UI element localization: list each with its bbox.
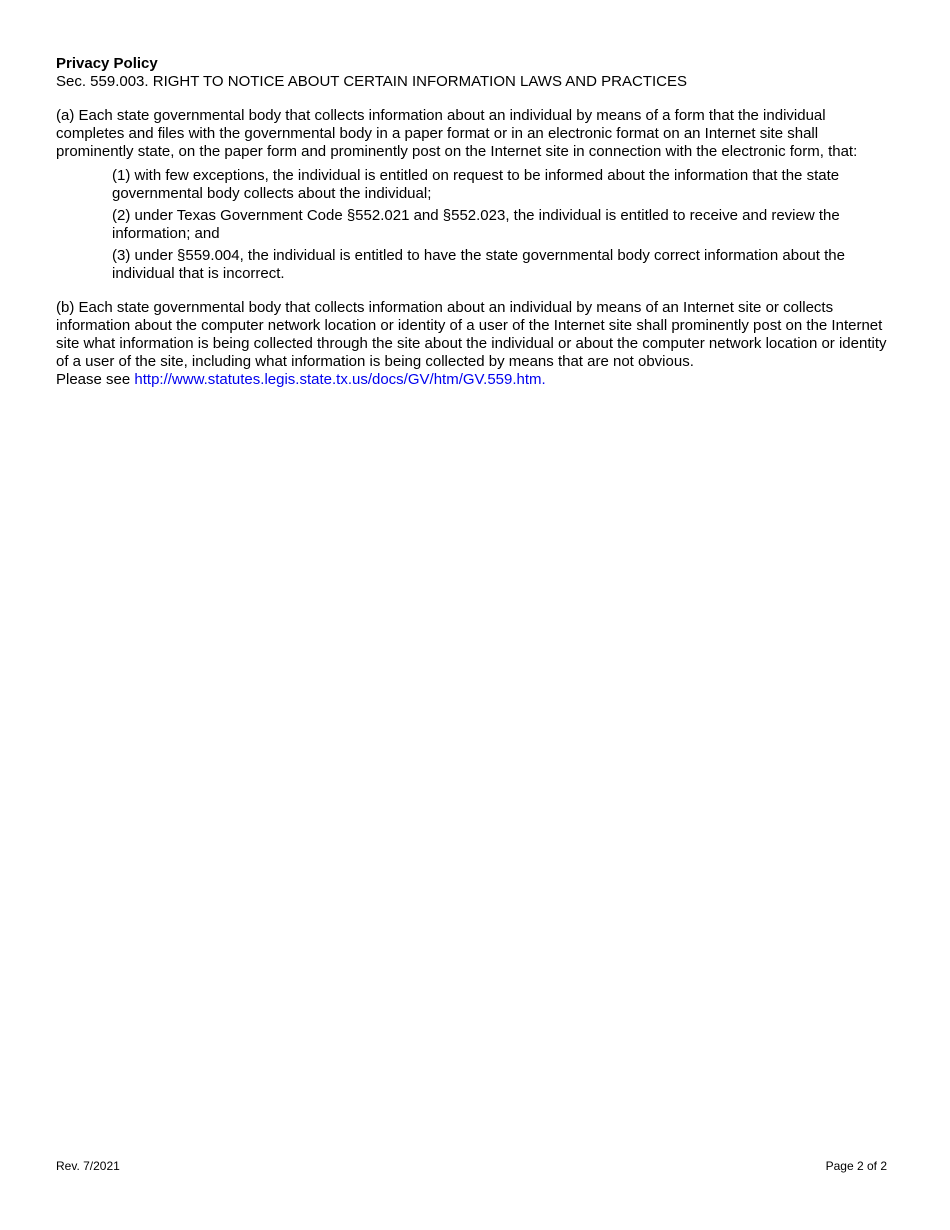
page-number: Page 2 of 2: [825, 1159, 887, 1173]
list-item: (3) under §559.004, the individual is entitled to have the state governmental body correct information about the individual that is incorrect.: [112, 247, 845, 282]
paragraph-a: (a) Each state governmental body that collects information about an individual by means of a form that the individual completes and files with the governmental body in a paper format or in an electronic format on an Internet site shall prominently state, on the paper form and prominently post on the Internet site in connection with the electronic form, that:: [56, 107, 858, 160]
list-item: (1) with few exceptions, the individual is entitled on request to be informed about the information that the state governmental body collects about the individual;: [112, 167, 840, 202]
statute-link[interactable]: http://www.statutes.legis.state.tx.us/docs/GV/htm/GV.559.htm.: [134, 371, 546, 388]
entitlements-list: [112, 167, 890, 283]
please-see-text: Please see: [56, 371, 135, 388]
paragraph-b: [56, 299, 890, 389]
paragraph-b-text: (b) Each state governmental body that collects information about an individual by means of an Internet site or collects information about the computer network location or identity of a user of the Internet site shall prominently post on the Internet site what information is being collected through the site about the individual or about the computer network location or identity of a user of the site, including what information is being collected by means that are not obvious.: [56, 299, 887, 370]
document-body: [56, 55, 890, 395]
list-item: (2) under Texas Government Code §552.021 and §552.023, the individual is entitled to receive and review the information; and: [112, 207, 840, 242]
section-heading: Sec. 559.003. RIGHT TO NOTICE ABOUT CERTAIN INFORMATION LAWS AND PRACTICES: [56, 73, 687, 90]
revision-date: Rev. 7/2021: [56, 1159, 120, 1173]
page-title: Privacy Policy: [56, 55, 158, 72]
